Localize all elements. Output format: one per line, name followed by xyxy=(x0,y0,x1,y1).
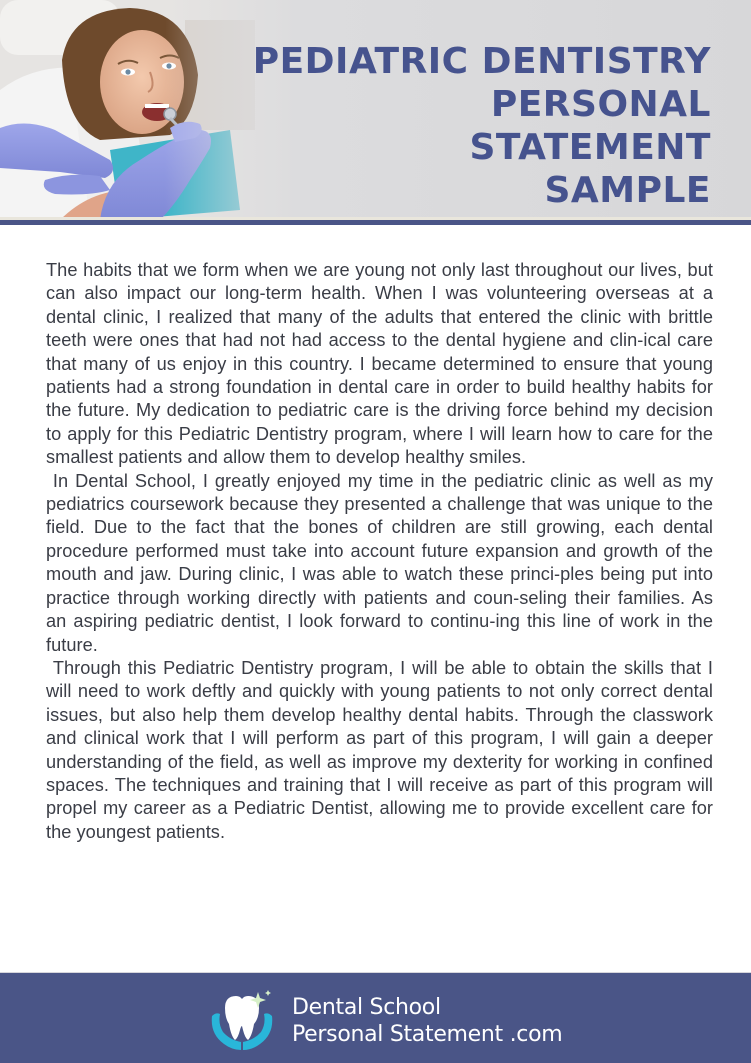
title-line-2: PERSONAL STATEMENT xyxy=(469,84,711,168)
header-divider xyxy=(0,220,751,225)
paragraph-3: Through this Pediatric Dentistry program, I will be able to obtain the skills that I will need to work deftly and quickly with young patients to not only correct dental issues, but also help them develop healthy dental habits. Through the classwork and clinical work that I will perform as part of this program, I will gain a deeper understanding of the field, as well as improve my dexterity for working in confined spaces. The techniques and training that I will receive as part of this program will propel my career as a Pediatric Dentist, allowing me to provide excellent care for the youngest patients. xyxy=(46,657,719,842)
paragraph-2: In Dental School, I greatly enjoyed my time in the pediatric clinic as well as my pediatrics coursework because they presented a challenge that was unique to the field. Due to the fact that the bones of children are still growing, each dental procedure performed must take into account future expansion and growth of the mouth and jaw. During clinic, I was able to watch these princi-ples being put into practice through working directly with patients and coun-seling their families. As an aspiring pediatric dentist, I look forward to continu-ing this line of work in the future. xyxy=(46,470,719,655)
tooth-in-hands-icon xyxy=(208,990,276,1052)
page-title xyxy=(241,40,711,212)
title-line-1: PEDIATRIC DENTISTRY xyxy=(252,41,711,82)
paragraph-1: The habits that we form when we are young not only last throughout our lives, but can also impact our long-term health. When I was volunteering overseas at a dental clinic, I realized that many of the adults that entered the clinic with brittle teeth were ones that had not had access to the dental hygiene and clin-ical care that many of us enjoy in this country. I became determined to ensure that young patients had a strong foundation in dental care in order to build healthy habits for the future. My dedication to pediatric care is the driving force behind my decision to apply for this Pediatric Dentistry program, where I will learn how to care for the smallest patients and allow them to develop healthy smiles. xyxy=(46,260,719,468)
statement-body xyxy=(46,259,719,844)
header-banner xyxy=(0,0,751,220)
site-logo-text xyxy=(292,994,562,1048)
logo-line-2: Personal Statement .com xyxy=(292,1022,563,1047)
title-line-3: SAMPLE xyxy=(544,170,711,211)
logo-line-1: Dental School xyxy=(292,995,441,1020)
